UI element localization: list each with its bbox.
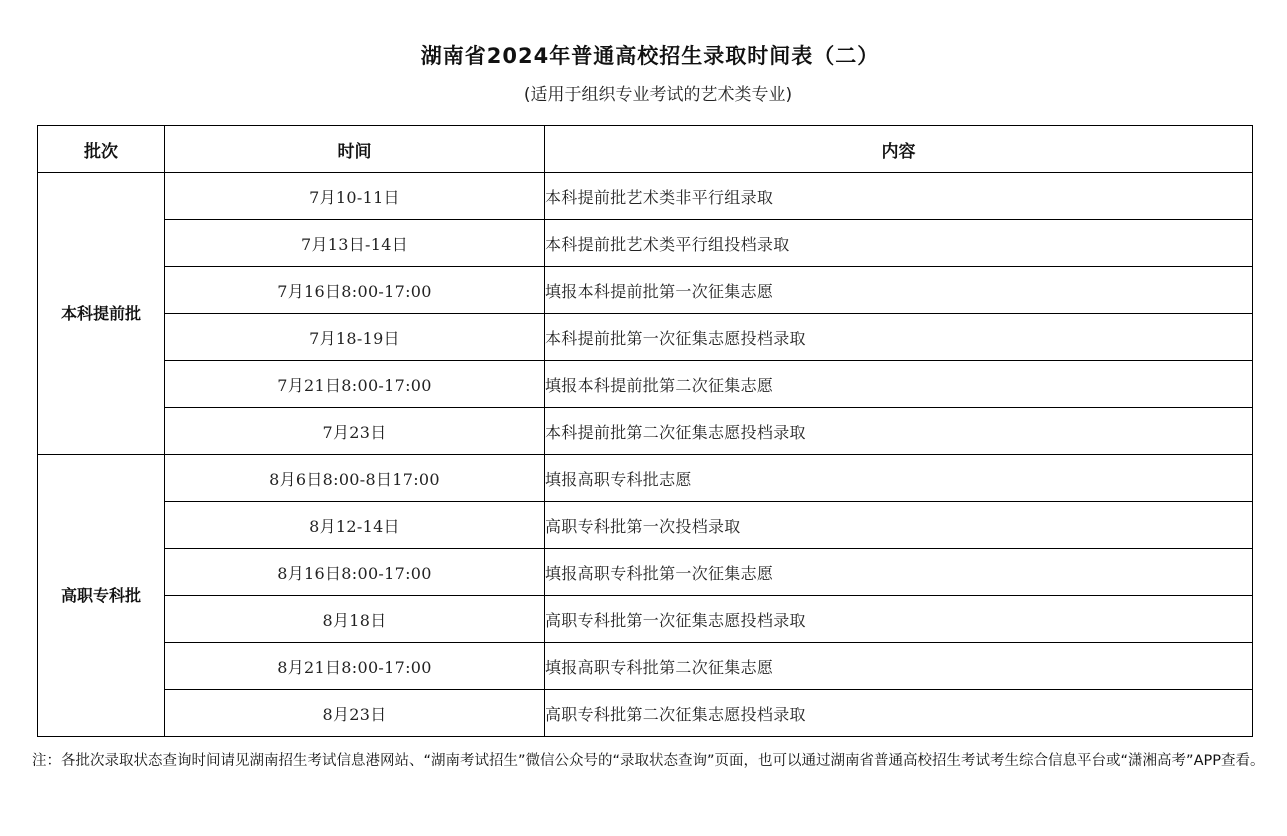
table-row: [38, 220, 1253, 267]
table-row: [38, 314, 1253, 361]
header-batch: 批次: [38, 126, 165, 173]
time-cell: 7月10-11日: [165, 173, 545, 220]
table-row: [38, 502, 1253, 549]
content-cell: 填报本科提前批第二次征集志愿: [545, 361, 1253, 408]
time-cell: 8月6日8:00-8日17:00: [165, 455, 545, 502]
content-cell: 本科提前批第一次征集志愿投档录取: [545, 314, 1253, 361]
time-cell: 7月23日: [165, 408, 545, 455]
content-cell: 填报高职专科批第一次征集志愿: [545, 549, 1253, 596]
time-cell: 8月18日: [165, 596, 545, 643]
batch-label: 本科提前批: [61, 303, 142, 323]
time-cell: 7月16日8:00-17:00: [165, 267, 545, 314]
batch-label: 高职专科批: [61, 585, 142, 605]
table-row: [38, 173, 1253, 220]
table-row: [38, 361, 1253, 408]
table-row: [38, 549, 1253, 596]
time-cell: 8月21日8:00-17:00: [165, 643, 545, 690]
admission-schedule-table: [37, 125, 1253, 737]
time-cell: 7月13日-14日: [165, 220, 545, 267]
header-content: 内容: [545, 126, 1253, 173]
content-cell: 本科提前批艺术类平行组投档录取: [545, 220, 1253, 267]
content-cell: 本科提前批第二次征集志愿投档录取: [545, 408, 1253, 455]
batch-cell: [38, 173, 165, 455]
content-cell: 本科提前批艺术类非平行组录取: [545, 173, 1253, 220]
table-row: [38, 408, 1253, 455]
table-row: [38, 455, 1253, 502]
page-title: 湖南省2024年普通高校招生录取时间表（二）: [420, 44, 880, 68]
content-cell: 高职专科批第一次投档录取: [545, 502, 1253, 549]
time-cell: 8月12-14日: [165, 502, 545, 549]
time-cell: 8月16日8:00-17:00: [165, 549, 545, 596]
table-row: [38, 643, 1253, 690]
table-row: [38, 596, 1253, 643]
content-cell: 高职专科批第一次征集志愿投档录取: [545, 596, 1253, 643]
time-cell: 8月23日: [165, 690, 545, 737]
page-subtitle: (适用于组织专业考试的艺术类专业): [523, 85, 793, 105]
content-cell: 填报本科提前批第一次征集志愿: [545, 267, 1253, 314]
table-row: [38, 690, 1253, 737]
content-cell: 高职专科批第二次征集志愿投档录取: [545, 690, 1253, 737]
footnote: 注：各批次录取状态查询时间请见湖南招生考试信息港网站、“湖南考试招生”微信公众号的“录取状态查询”页面，也可以通过湖南省普通高校招生考试考生综合信息平台或“潇湘高考”APP查看。: [32, 753, 1265, 769]
content-cell: 填报高职专科批志愿: [545, 455, 1253, 502]
batch-cell: [38, 455, 165, 737]
content-cell: 填报高职专科批第二次征集志愿: [545, 643, 1253, 690]
header-time: 时间: [165, 126, 545, 173]
time-cell: 7月21日8:00-17:00: [165, 361, 545, 408]
time-cell: 7月18-19日: [165, 314, 545, 361]
table-row: [38, 267, 1253, 314]
table-header-row: [38, 126, 1253, 173]
